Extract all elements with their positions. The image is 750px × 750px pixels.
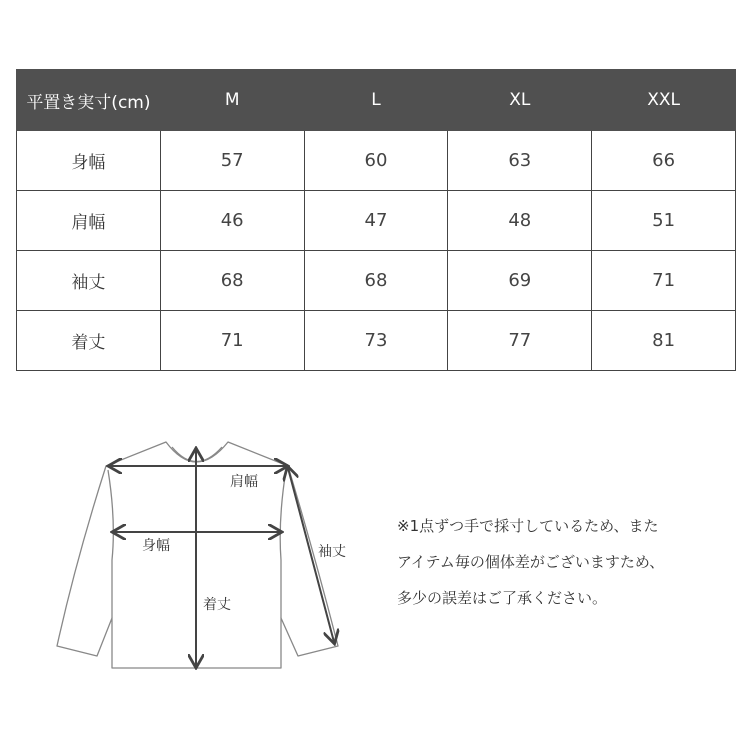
sleeve-length-label: 袖丈 <box>318 544 346 560</box>
table-header-row <box>17 70 736 131</box>
table-cell: 57 <box>160 131 304 191</box>
table-cell: 66 <box>592 131 736 191</box>
header-cell-measure: 平置き実寸(cm) <box>17 70 161 131</box>
table-row <box>17 251 736 311</box>
table-cell: 60 <box>304 131 448 191</box>
body-width-label: 身幅 <box>142 538 170 554</box>
header-cell-m: M <box>160 70 304 131</box>
shoulder-width-label: 肩幅 <box>230 474 258 490</box>
table-cell: 81 <box>592 311 736 371</box>
table-cell: 63 <box>448 131 592 191</box>
table-cell: 47 <box>304 191 448 251</box>
right-armhole-line <box>280 470 286 618</box>
row-label: 肩幅 <box>17 191 161 251</box>
table-row <box>17 131 736 191</box>
row-label: 着丈 <box>17 311 161 371</box>
table-cell: 46 <box>160 191 304 251</box>
header-cell-l: L <box>304 70 448 131</box>
note-line: 多少の誤差はご了承ください。 <box>397 589 608 607</box>
row-label: 身幅 <box>17 131 161 191</box>
table-cell: 48 <box>448 191 592 251</box>
table-row <box>17 311 736 371</box>
table-cell: 51 <box>592 191 736 251</box>
table-cell: 71 <box>160 311 304 371</box>
shirt-outline <box>57 442 338 668</box>
table-cell: 71 <box>592 251 736 311</box>
shirt-measurement-diagram <box>0 400 380 700</box>
header-cell-xl: XL <box>448 70 592 131</box>
measurement-note <box>397 508 737 616</box>
shirt-body-outline <box>57 442 338 668</box>
table-cell: 73 <box>304 311 448 371</box>
left-armhole-line <box>108 470 113 618</box>
header-cell-xxl: XXL <box>592 70 736 131</box>
measurement-lines <box>110 450 334 666</box>
table-cell: 77 <box>448 311 592 371</box>
table-row <box>17 191 736 251</box>
table-cell: 69 <box>448 251 592 311</box>
length-label: 着丈 <box>203 597 231 613</box>
note-line: ※1点ずつ手で採寸しているため、また <box>397 517 659 535</box>
size-table <box>16 69 736 371</box>
table-cell: 68 <box>304 251 448 311</box>
table-cell: 68 <box>160 251 304 311</box>
row-label: 袖丈 <box>17 251 161 311</box>
note-line: アイテム毎の個体差がございますため、 <box>397 553 665 571</box>
